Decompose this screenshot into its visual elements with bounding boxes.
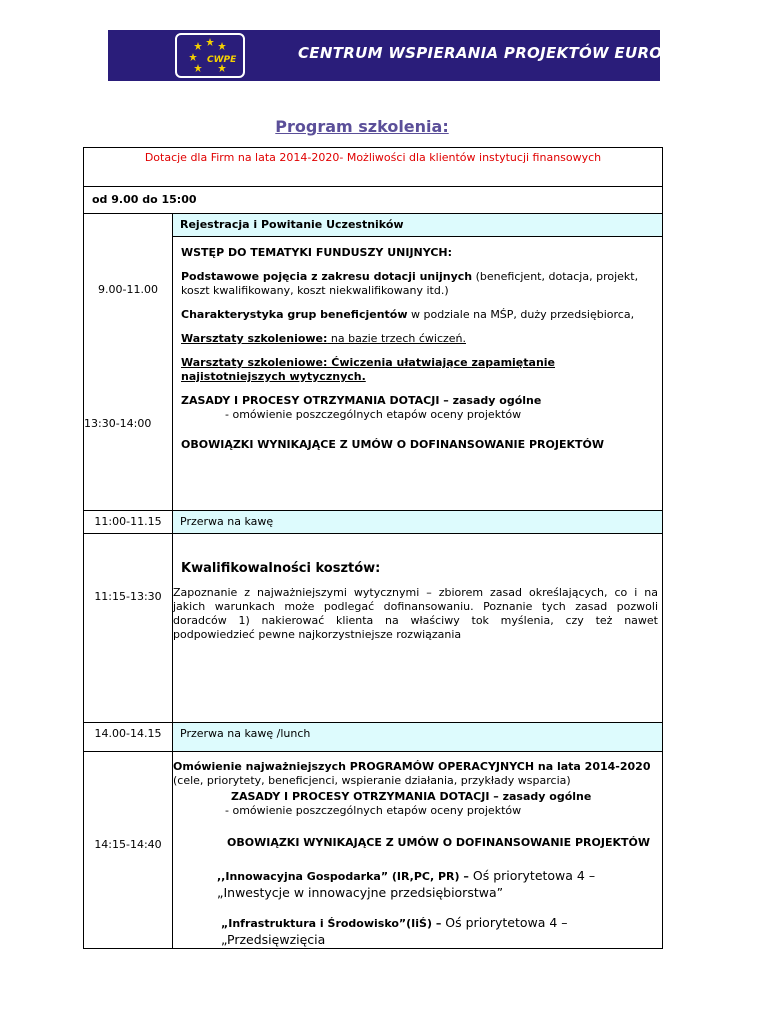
page-title: Program szkolenia: <box>275 117 449 136</box>
hours-row <box>84 187 663 214</box>
block1-content <box>173 237 663 511</box>
cwpe-logo <box>175 33 245 78</box>
break1-label: Przerwa na kawę <box>173 511 663 534</box>
workshop1-item <box>181 332 654 346</box>
basics-bold: Podstawowe pojęcia z zakresu dotacji unijnych <box>181 270 473 283</box>
iis-bold: „Infrastruktura i Środowisko”(IiŚ) – <box>221 917 442 930</box>
rules-sub-1: - omówienie poszczególnych etapów oceny projektów <box>225 408 522 421</box>
costs-text: Zapoznanie z najważniejszymi wytycznymi – zbiorem zasad określających, co i na jakich warunkach może podlegać dofinansowaniu. Poznanie tych zasad pozwoli doradców 1) nakierować klienta na właściwy tok myślenia, czy też nawet podpowiedzieć pewne najkorzystniejsze rozwiązania <box>173 586 658 641</box>
program-title: Dotacje dla Firm na lata 2014-2020- Możliwości dla klientów instytucji finansowych <box>84 148 663 187</box>
groups-bold: Charakterystyka grup beneficjentów <box>181 308 408 321</box>
break2-row <box>84 723 663 752</box>
rules-heading-1: ZASADY I PROCESY OTRZYMANIA DOTACJI – zasady ogólne <box>181 394 542 407</box>
groups-item <box>181 308 654 322</box>
program-hours: od 9.00 do 15:00 <box>84 187 663 214</box>
block1-time-cell <box>84 214 173 511</box>
block2-time: 11:15-13:30 <box>84 534 173 723</box>
block2-row <box>84 534 663 723</box>
program-table <box>83 147 663 949</box>
groups-text: w podziale na MŚP, duży przedsiębiorca, <box>407 308 635 321</box>
block2-content <box>173 534 663 723</box>
workshop1-bold: Warsztaty szkoleniowe: <box>181 332 328 345</box>
break1-row <box>84 511 663 534</box>
programs-text: (cele, priorytety, beneficjenci, wspieranie działania, przykłady wsparcia) <box>173 774 571 787</box>
obligations-1: OBOWIĄZKI WYNIKAJĄCE Z UMÓW O DOFINANSOWANIE PROJEKTÓW <box>181 438 604 451</box>
company-suffix: S.A. <box>750 47 778 61</box>
obligations-2: OBOWIĄZKI WYNIKAJĄCE Z UMÓW O DOFINANSOWANIE PROJEKTÓW <box>227 836 650 849</box>
break2-label: Przerwa na kawę /lunch <box>173 723 663 752</box>
block1-time-b: 13:30-14:00 <box>84 417 152 430</box>
intro-heading: WSTĘP DO TEMATYKI FUNDUSZY UNIJNYCH: <box>181 246 453 259</box>
iis-text: Oś priorytetowa 4 – „Przedsięwzięcia <box>221 915 568 947</box>
block1-time-a: 9.00-11.00 <box>98 283 158 296</box>
costs-heading: Kwalifikowalności kosztów: <box>181 561 381 576</box>
programs-item <box>173 760 658 788</box>
break2-time: 14.00-14.15 <box>84 723 173 752</box>
rules-sub-2: - omówienie poszczególnych etapów oceny projektów <box>225 804 522 817</box>
company-name <box>298 44 778 62</box>
basics-item <box>181 270 654 298</box>
block1-reg-row <box>84 214 663 237</box>
basics-text: (beneficjent, dotacja, projekt, koszt kwalifikowany, koszt niekwalifikowany itd.) <box>181 270 639 297</box>
iis-item <box>173 915 658 948</box>
rules-heading-2: ZASADY I PROCESY OTRZYMANIA DOTACJI – zasady ogólne <box>231 790 592 803</box>
block3-content <box>173 752 663 949</box>
workshop2-item: Warsztaty szkoleniowe: Ćwiczenia ułatwiające zapamiętanie najistotniejszych wytycznych. <box>181 356 555 383</box>
company-name-text: CENTRUM WSPIERANIA PROJEKTÓW EUROPEJSKICH <box>298 44 744 62</box>
header-banner <box>108 30 778 81</box>
break1-time: 11:00-11.15 <box>84 511 173 534</box>
programs-bold: Omówienie najważniejszych PROGRAMÓW OPERACYJNYCH na lata 2014-2020 <box>173 760 651 773</box>
block3-row <box>84 752 663 949</box>
title-row <box>84 148 663 187</box>
ig-item <box>173 868 658 901</box>
logo-text: CWPE <box>207 55 237 65</box>
registration-label: Rejestracja i Powitanie Uczestników <box>173 214 663 237</box>
block3-time: 14:15-14:40 <box>84 752 173 949</box>
ig-text: Oś priorytetowa 4 – „Inwestycje w innowacyjne przedsiębiorstwa” <box>217 868 596 900</box>
workshop1-text: na bazie trzech ćwiczeń. <box>327 332 466 345</box>
ig-bold: ,,Innowacyjna Gospodarka” (IR,PC, PR) – <box>217 870 469 883</box>
